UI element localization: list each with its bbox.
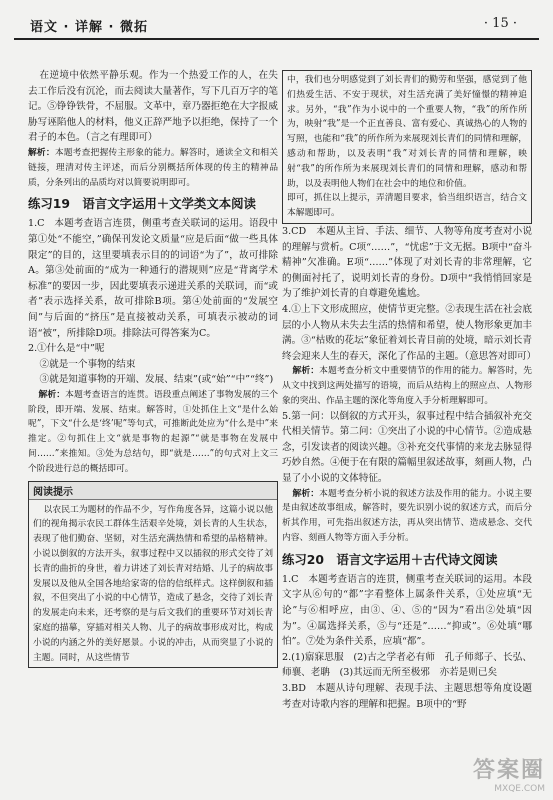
reading-tip-tail: 即可，抓住以上提示，弄清题目要求，恰当组织语言，结合文本解题即可。 (287, 193, 527, 219)
question-19-2b: ②就是一个事物的结束 (39, 358, 136, 370)
question-19-5: 5.第一问：以倒叙的方式开头，叙事过程中结合插叙补充交代相关情节。第二问：①突出了小说的中心情节。②造成悬念，引发读者的阅读兴趣。③补充交代事情的来龙去脉显得巧妙自然。④便于在有限的篇幅里叙述故事，刻画人物，凸显了小小说的文体特征。 (282, 410, 532, 485)
section-title-20: 练习20 语言文字运用＋古代诗文阅读 (282, 551, 498, 567)
question-19-2a: 2.①什么是“中”呢 (28, 343, 105, 355)
question-19-2c: ③就是知道事物的开端、发展、结束”(或“始”“中”“终”) (39, 374, 274, 386)
question-19-1: 1.C 本题考查语言连贯，侧重考查关联词的运用。语段中第①处“不能空，”确保刊发论文质量“应是后面“做一些具体限定”的目的，这里要填表示目的的词语“为了”，故可排除A。第③处前面的“成为一种通行的潜规则”应是“背离学术标准”的要因一步，因此要填表示递进关系的关联词，而“或者”表示选择关系，故可排除B项。第④处前面的“发展空间”与后面的“挤压”是直接被动关系，可填表示被动的词语“被”，所排除D项。排除法可得答案为C。 (28, 218, 278, 339)
analysis-text: 本题考查把握传主形象的能力。解答时，通读全文和相关链接，理清对传主评述，而后分别概括所体现的传主的精神品质，分条列出的品质均对以简要说明即可。 (28, 147, 278, 188)
answer-analysis (28, 146, 278, 190)
watermark-url: MXQE.COM (494, 784, 545, 794)
reading-tip-box-continued (282, 70, 532, 224)
reading-tip-box (28, 481, 278, 669)
page-number: · 15 · (483, 16, 517, 31)
reading-tip-continued-text: 中，我们也分明感觉到了刘长青们的勤劳和坚强，感觉到了他们热爱生活、不安于现状，对生活充满了美好憧憬的精神追求。另外，“我”作为小说中的一个重要人物，“我”的所作所为，映射“我”是一个正直善良、富有爱心、真诚热心的人物的写照，也能和“我”的所作所为来展现刘长青们的同情和理解，感动和帮助，以及表明“我”对刘长青的同情和理解，映射“我”的所作所为来展现刘长青们的同情和理解，感动和帮助，以及表明他人物们在社会中的地位和价值。 (287, 75, 527, 189)
answer-continuation: 在逆境中依然平静乐观。作为一个热爱工作的人，在失去工作后没有沉沦，而去阅读大量著作，写下几百万字的笔记。⑤铮铮铁骨，不屈服。文革中，章乃器拒绝在大字报威胁写诬陷他人的材料，他义正辞严地予以拒绝，保持了一个君子的本色。（言之有理即可） (28, 70, 278, 144)
watermark-logo-text: 答案圈 (472, 758, 545, 783)
page-header (14, 12, 539, 40)
analysis-text: 本题考查分析文中重要情节的作用的能力。解答时，先从文中找到这两处描写的语境，而后从结构上的照应点、人物形象的突出、作品主题的深化等角度入手分析理解即可。 (282, 366, 532, 406)
analysis-label: 解析： (292, 488, 320, 499)
question-20-2: 2.(1)寤寐思服 (2)古之学者必有师 孔子师郯子、长弘、师襄、老聃 (3)其远而无所至极邪 亦若是则已矣 (282, 651, 532, 679)
header-title: 语文 · 详解 · 微拓 (30, 20, 148, 35)
question-19-3: 3.CD 本题从主旨、手法、细节、人物等角度考查对小说的理解与赏析。C项“……”，“忧虑”于文无据。B项中“奋斗精神”欠准确。E项“……”体现了对刘长青的非常理解，它的侧面衬托了，说明刘长青的身份。D项中“我悄悄回家是为了维护刘长青的自尊避免尴尬。 (282, 225, 532, 300)
question-19-4-analysis (282, 364, 532, 408)
reading-tip-title: 阅读提示 (29, 482, 277, 500)
question-19-5-analysis (282, 487, 532, 546)
analysis-label: 解析： (28, 147, 55, 158)
analysis-label: 解析： (292, 366, 320, 377)
section-title-19: 练习19 语言文字运用＋文学类文本阅读 (28, 196, 256, 212)
analysis-label: 解析： (38, 389, 66, 400)
left-column (28, 68, 278, 668)
reading-tip-text: 以农民工为题材的作品不少，写作角度各异，这篇小说以他们的视角揭示农民工群体生活艰辛处境，刘长青的人生状态，表现了他们勤奋、坚韧，对生活充满热情和希望的品格精神。小说以倒叙的方法开头，叙事过程中又以插叙的形式交待了刘长青的曲折的身世，着力讲述了刘长青对结婚、儿子的病故事发展以及他从全国各地给家寄的信的信纸样式。这样倒叙和插叙，不但突出了小说的中心情节，造成了悬念，交待了刘长青的发展走向未来，还考察的是与后文我们的重要环节对刘长青家庭的描摹，穿插对相关人物、儿子的病故事形成对比，构成小说的内涵之外的美好愿景。小说的冲击，从而突显了小说的主题。同时，从这些情节 (33, 504, 273, 663)
question-20-3: 3.BD 本题从诗句理解、表现手法、主题思想等角度设题考查对诗歌内容的理解和把握。B项中的“野 (282, 683, 532, 710)
question-19-4: 4.①上下文形成照应，使情节更完整。②表现生活在社会底层的小人物从未失去生活的热情和希望，使人物形象更加丰满。③“枯败的花坛”象征着刘长青目前的处境，暗示刘长青终会迎来人生的春天，深化了作品的主题。（意思答对即可） (282, 303, 537, 362)
analysis-text: 本题考查语言的连贯。语段重点阐述了事物发展的三个阶段，即开端、发展、结束。解答时，①处抓住上文“是什么始呢”，下文“什么是‘终’呢”等句式，可推断此处应为“什么是中”来推定。②句抓住上文“就是事物的起源”“就是事物在发展中间……”来推知。③处为总结句，即“就是……”的句式对上文三个阶段进行总的概括即可。 (28, 389, 278, 474)
question-20-1: 1.C 本题考查语言的连贯，侧重考查关联词的运用。本段文字从⑥句的“都”字看整体上属条件关系，①处应填“无论”与⑥相呼应，由③、④、⑤的“因为”看出②处填“因为”。④属选择关系，⑤与“还是”……“抑或”。⑥处填“哪怕”。⑦处为条件关系，应填“都”。 (282, 573, 532, 648)
site-watermark (473, 753, 545, 794)
right-column (282, 70, 537, 712)
question-19-2-analysis (28, 388, 278, 477)
analysis-text: 本题考查分析小说的叙述方法及作用的能力。小说主要是由叙述故事组成，解答时，要先识别小说的叙述方式，而后分析其作用，可先指出叙述方法，再从突出情节、造成悬念、交代内容、刻画人物等方面入手分析。 (282, 488, 532, 544)
